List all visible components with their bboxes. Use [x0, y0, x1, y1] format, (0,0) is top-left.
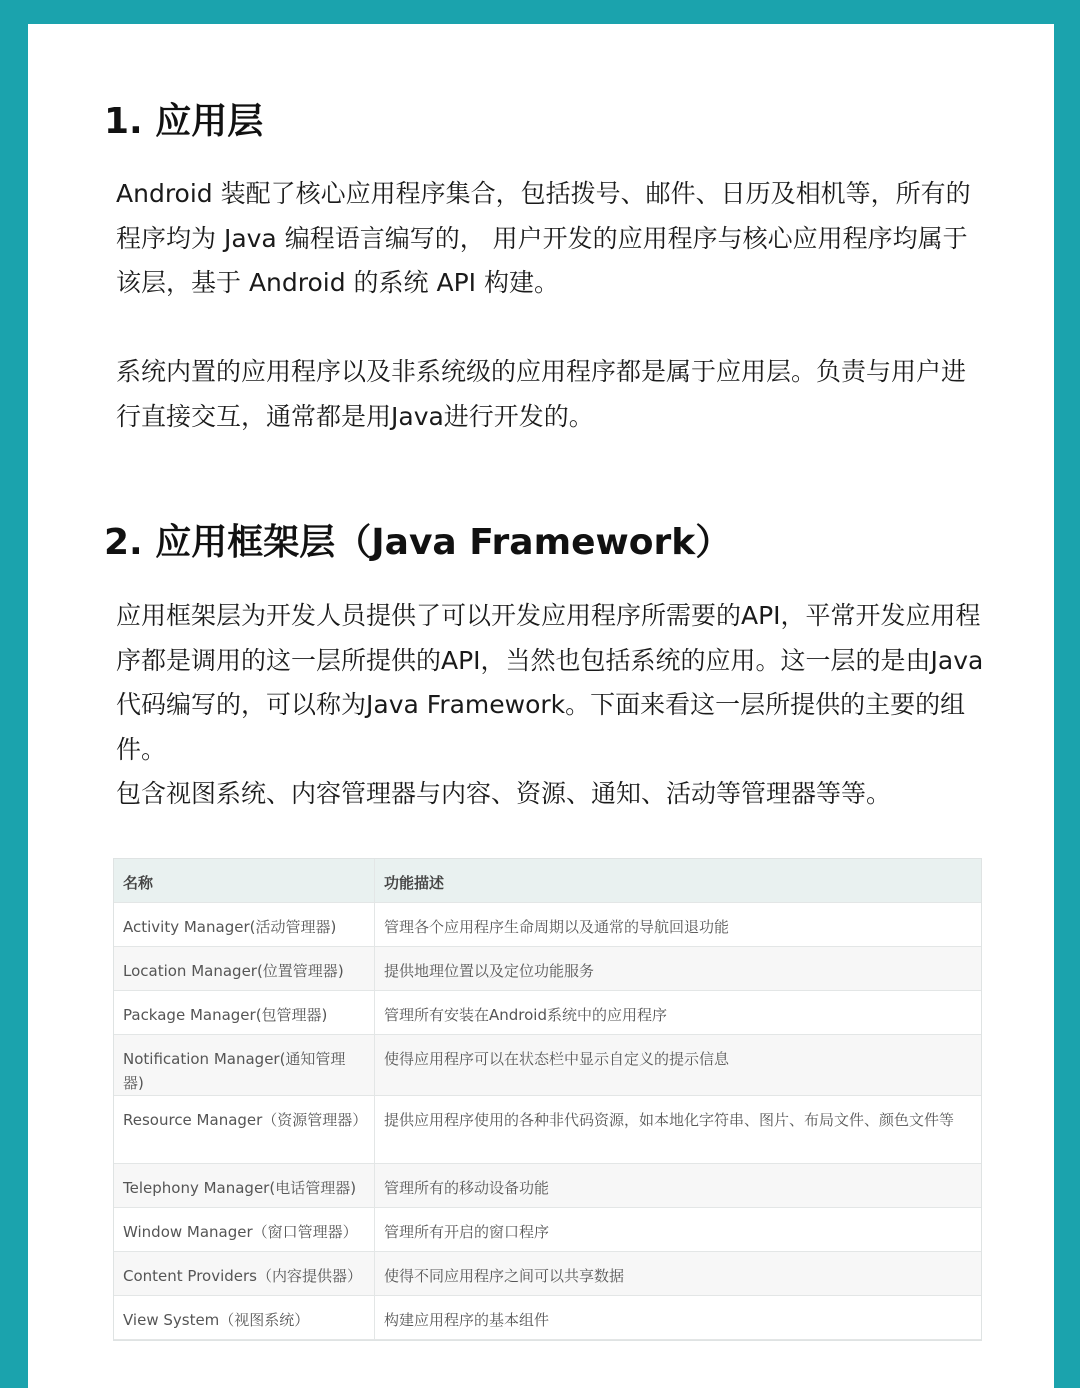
cell-description: 构建应用程序的基本组件: [375, 1296, 982, 1340]
cell-description: 使得应用程序可以在状态栏中显示自定义的提示信息: [375, 1035, 982, 1096]
section-heading-application-layer: 1. 应用层: [104, 101, 264, 142]
section-paragraph: Android 装配了核心应用程序集合，包括拨号、邮件、日历及相机等，所有的程序均为 Java 编程语言编写的， 用户开发的应用程序与核心应用程序均属于该层，基于 Android 的系统 API 构建。: [116, 179, 971, 297]
table-row: [114, 1252, 981, 1296]
table-row: [114, 1164, 981, 1208]
section-paragraph: 系统内置的应用程序以及非系统级的应用程序都是属于应用层。负责与用户进行直接交互，通常都是用Java进行开发的。: [116, 357, 967, 431]
cell-name: Location Manager(位置管理器): [114, 947, 375, 991]
cell-name: Content Providers（内容提供器）: [114, 1252, 375, 1296]
table-row: [114, 1296, 981, 1340]
cell-description: 管理所有的移动设备功能: [375, 1164, 982, 1208]
table-row: [114, 991, 981, 1035]
cell-name: Activity Manager(活动管理器): [114, 903, 375, 947]
table-row: [114, 903, 981, 947]
cell-description: 管理所有安装在Android系统中的应用程序: [375, 991, 982, 1035]
cell-description: 提供应用程序使用的各种非代码资源，如本地化字符串、图片、布局文件、颜色文件等: [375, 1096, 982, 1164]
framework-components-table: [113, 858, 982, 1341]
cell-description: 管理所有开启的窗口程序: [375, 1208, 982, 1252]
cell-description: 使得不同应用程序之间可以共享数据: [375, 1252, 982, 1296]
table-row: [114, 947, 981, 991]
section-paragraph: 包含视图系统、内容管理器与内容、资源、通知、活动等管理器等等。: [116, 779, 892, 808]
table-header-row: [114, 859, 981, 903]
table-row: [114, 1035, 981, 1096]
section-heading-java-framework: 2. 应用框架层（Java Framework）: [104, 522, 732, 563]
cell-name: Telephony Manager(电话管理器): [114, 1164, 375, 1208]
table-row: [114, 1096, 981, 1164]
cell-name: Resource Manager（资源管理器）: [114, 1096, 375, 1164]
cell-name: Package Manager(包管理器): [114, 991, 375, 1035]
cell-name: View System（视图系统）: [114, 1296, 375, 1340]
column-header-name: 名称: [114, 859, 375, 903]
content-card: [28, 24, 1054, 1388]
cell-description: 管理各个应用程序生命周期以及通常的导航回退功能: [375, 903, 982, 947]
table-row: [114, 1208, 981, 1252]
cell-name: Window Manager（窗口管理器）: [114, 1208, 375, 1252]
column-header-description: 功能描述: [375, 859, 982, 903]
section-paragraph: 应用框架层为开发人员提供了可以开发应用程序所需要的API，平常开发应用程序都是调用的这一层所提供的API，当然也包括系统的应用。这一层的是由Java代码编写的，可以称为Java Framework。下面来看这一层所提供的主要的组件。: [116, 601, 984, 764]
cell-name: Notification Manager(通知管理器): [114, 1035, 375, 1096]
cell-description: 提供地理位置以及定位功能服务: [375, 947, 982, 991]
